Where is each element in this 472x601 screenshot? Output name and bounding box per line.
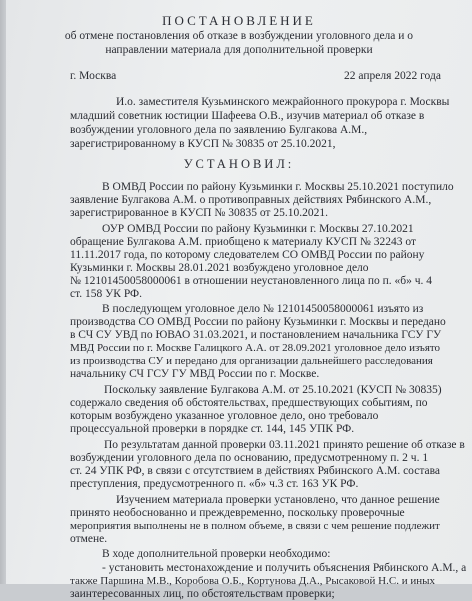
body-line: В ходе дополнительной проверки необходимо:: [102, 548, 331, 560]
document-city: г. Москва: [70, 70, 117, 82]
body-line: ОУР ОМВД России по району Кузьминки г. Москвы 27.10.2021: [102, 223, 414, 235]
body-line: МВД России по г. Москве Галицкого А.А. от 28.09.2021 уголовное дело изъято: [70, 342, 441, 354]
body-line: - установить местонахождение и получить объяснения Рябинского А.М., а: [102, 562, 467, 574]
document-subtitle-line-1: об отмене постановления об отказе в возбуждении уголовного дела и о: [64, 30, 414, 42]
body-line: в СЧ СУ УВД по ЮВАО 31.03.2021, и постановлением начальника ГСУ ГУ: [70, 329, 442, 341]
document-title: ПОСТАНОВЛЕНИЕ: [162, 13, 316, 28]
body-line: ст. 158 УК РФ.: [70, 288, 142, 300]
body-line: принято необоснованно и преждевременно, поскольку проверочные: [70, 507, 405, 519]
document-date: 22 апреля 2022 года: [344, 70, 441, 82]
body-line: В последующем уголовное дело № 12101450058000061 изъято из: [102, 303, 424, 315]
body-line: преступления, предусмотренного п. «б» ч.3 ст. 163 УК РФ.: [70, 478, 359, 490]
body-line: заявление Булгакова А.М. о противоправных действиях Рябинского А.М.,: [70, 194, 432, 206]
intro-line-1: И.о. заместителя Кузьминского межрайонного прокурора г. Москвы: [116, 96, 450, 108]
body-line: содержало сведения об обстоятельствах, предшествующих событиям, по: [70, 397, 428, 409]
body-line: возбуждении уголовного дела по основанию, предусмотренному п. 2 ч. 1: [70, 452, 429, 464]
body-line: Изучением материала проверки установлено, что данное решение: [116, 494, 440, 506]
body-line: производства СО ОМВД России по району Кузьминки г. Москвы и передано: [70, 316, 446, 328]
document-subtitle-line-2: направлении материала для дополнительной проверки: [105, 44, 373, 56]
body-line: также Паршина М.В., Коробова О.Б., Кортунова Д.А., Рысаковой Н.С. и иных: [70, 575, 436, 587]
body-line: обращение Булгакова А.М. приобщено к материалу КУСП № 32243 от: [70, 236, 416, 248]
intro-line-3: возбуждении уголовного дела по заявлению Булгакова А.М.,: [70, 124, 368, 136]
body-line: № 12101450058000061 в отношении неустановленного лица по п. «б» ч. 4: [70, 275, 433, 287]
document-page: [6, 0, 472, 600]
body-line: процессуальной проверки в порядке ст. 144, 145 УПК РФ.: [70, 423, 355, 435]
body-line: которым возбуждено указанное уголовное дело, оно требовало: [70, 410, 379, 422]
body-line: Поскольку заявление Булгакова А.М. от 25.10.2021 (КУСП № 30835): [104, 384, 442, 396]
body-line: В ОМВД России по району Кузьминки г. Москвы 25.10.2021 поступило: [102, 181, 454, 193]
body-line: Кузьминки г. Москвы 28.01.2021 возбуждено уголовное дело: [70, 262, 369, 274]
body-line: 11.11.2017 года, по которому следователем СО ОМВД России по району: [70, 249, 425, 261]
body-line: ст. 24 УПК РФ, в связи с отсутствием в действиях Рябинского А.М. состава: [70, 465, 440, 477]
body-line: зарегистрированное в КУСП № 30835 от 25.10.2021.: [70, 207, 328, 219]
body-line: начальнику СЧ ГСУ ГУ МВД России по г. Москве.: [70, 368, 320, 380]
intro-line-2: младший советник юстиции Шафеева О.В., изучив материал об отказе в: [70, 110, 425, 122]
body-line: мероприятия выполнены не в полном объеме, в связи с чем решение подлежит: [70, 520, 440, 532]
section-heading-ustanovil: УСТАНОВИЛ:: [183, 157, 295, 171]
body-line: заинтересованных лиц, по обстоятельствам проверки;: [70, 588, 335, 600]
body-line: По результатам данной проверки 03.11.2021 принято решение об отказе в: [104, 439, 465, 451]
intro-line-4: зарегистрированному в КУСП № 30835 от 25.10.2021,: [70, 138, 336, 150]
body-line: отмене.: [70, 533, 108, 545]
body-line: из производства СУ и передано для организации дальнейшего расследования: [70, 355, 433, 367]
